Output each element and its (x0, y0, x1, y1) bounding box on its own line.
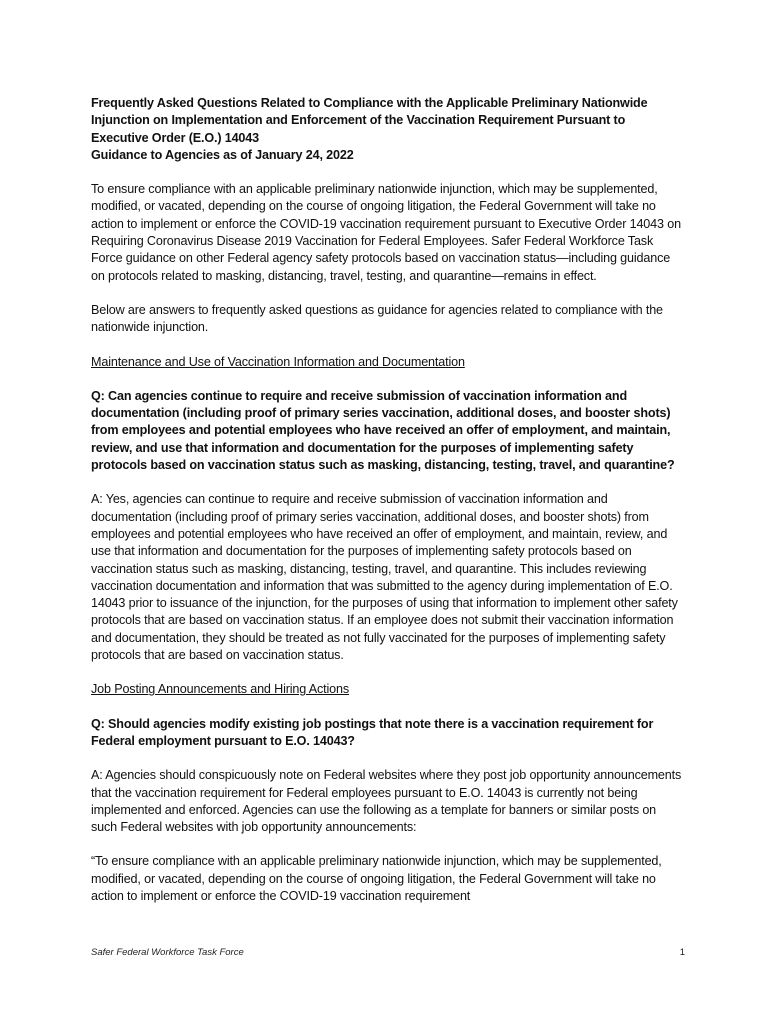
section-heading-job-posting: Job Posting Announcements and Hiring Actions (91, 682, 350, 697)
intro-paragraph: To ensure compliance with an applicable preliminary nationwide injunction, which may be supplemented, modified, or vacated, depending on the course of ongoing litigation, the Federal Government will take no action to implement or enforce the COVID-19 vaccination requirement pursuant to Executive Order 14043 on Requiring Coronavirus Disease 2019 Vaccination for Federal Employees. Safer Federal Workforce Task Force guidance on other Federal agency safety protocols based on vaccination status—including guidance on protocols related to masking, distancing, travel, testing, and quarantine—remains in effect. (91, 182, 681, 283)
question-job-posting: Q: Should agencies modify existing job postings that note there is a vaccination requirement for Federal employment pursuant to E.O. 14043? (91, 716, 654, 748)
footer-org-name: Safer Federal Workforce Task Force (91, 947, 244, 958)
document-subtitle: Guidance to Agencies as of January 24, 2022 (91, 147, 354, 162)
document-body (91, 95, 685, 922)
page-number: 1 (679, 947, 685, 958)
document-title: Frequently Asked Questions Related to Compliance with the Applicable Preliminary Nationwide Injunction on Implementation and Enforcement of the Vaccination Requirement Pursuant to Executive Order (E.O.) 14043 (91, 96, 648, 145)
intro-paragraph-2: Below are answers to frequently asked questions as guidance for agencies related to compliance with the nationwide injunction. (91, 302, 663, 335)
answer-vaccination-info: A: Yes, agencies can continue to require and receive submission of vaccination information and documentation (including proof of primary series vaccination, additional doses, and booster shots) from employees and potential employees who have received an offer of employment, and maintain, review, and use that information and documentation for the purposes of implementing safety protocols based on vaccination status such as masking, distancing, testing, travel, and quarantine. This includes reviewing vaccination documentation and information that was submitted to the agency during implementation of E.O. 14043 prior to issuance of the injunction, for the purposes of using that information to implement other safety protocols that are based on vaccination status. If an employee does not submit their vaccination information and documentation, they should be treated as not fully vaccinated for the purposes of implementing safety protocols that are based on vaccination status. (91, 492, 678, 663)
answer-job-posting: A: Agencies should conspicuously note on Federal websites where they post job opportunity announcements that the vaccination requirement for Federal employees pursuant to E.O. 14043 is currently not being implemented and enforced. Agencies can use the following as a template for banners or similar posts on such Federal websites with job opportunity announcements: (91, 768, 682, 835)
page-footer (91, 947, 685, 963)
banner-template-quote: “To ensure compliance with an applicable preliminary nationwide injunction, which may be supplemented, modified, or vacated, depending on the course of ongoing litigation, the Federal Government will take no action to implement or enforce the COVID-19 vaccination requirement (91, 854, 662, 903)
section-heading-vaccination-info: Maintenance and Use of Vaccination Information and Documentation (91, 354, 465, 369)
title-block (91, 95, 685, 164)
question-vaccination-info: Q: Can agencies continue to require and receive submission of vaccination information and documentation (including proof of primary series vaccination, additional doses, and booster shots) from employees and potential employees who have received an offer of employment, and maintain, review, and use that information and documentation for the purposes of implementing safety protocols based on vaccination status such as masking, distancing, testing, travel, and quarantine? (91, 388, 675, 473)
